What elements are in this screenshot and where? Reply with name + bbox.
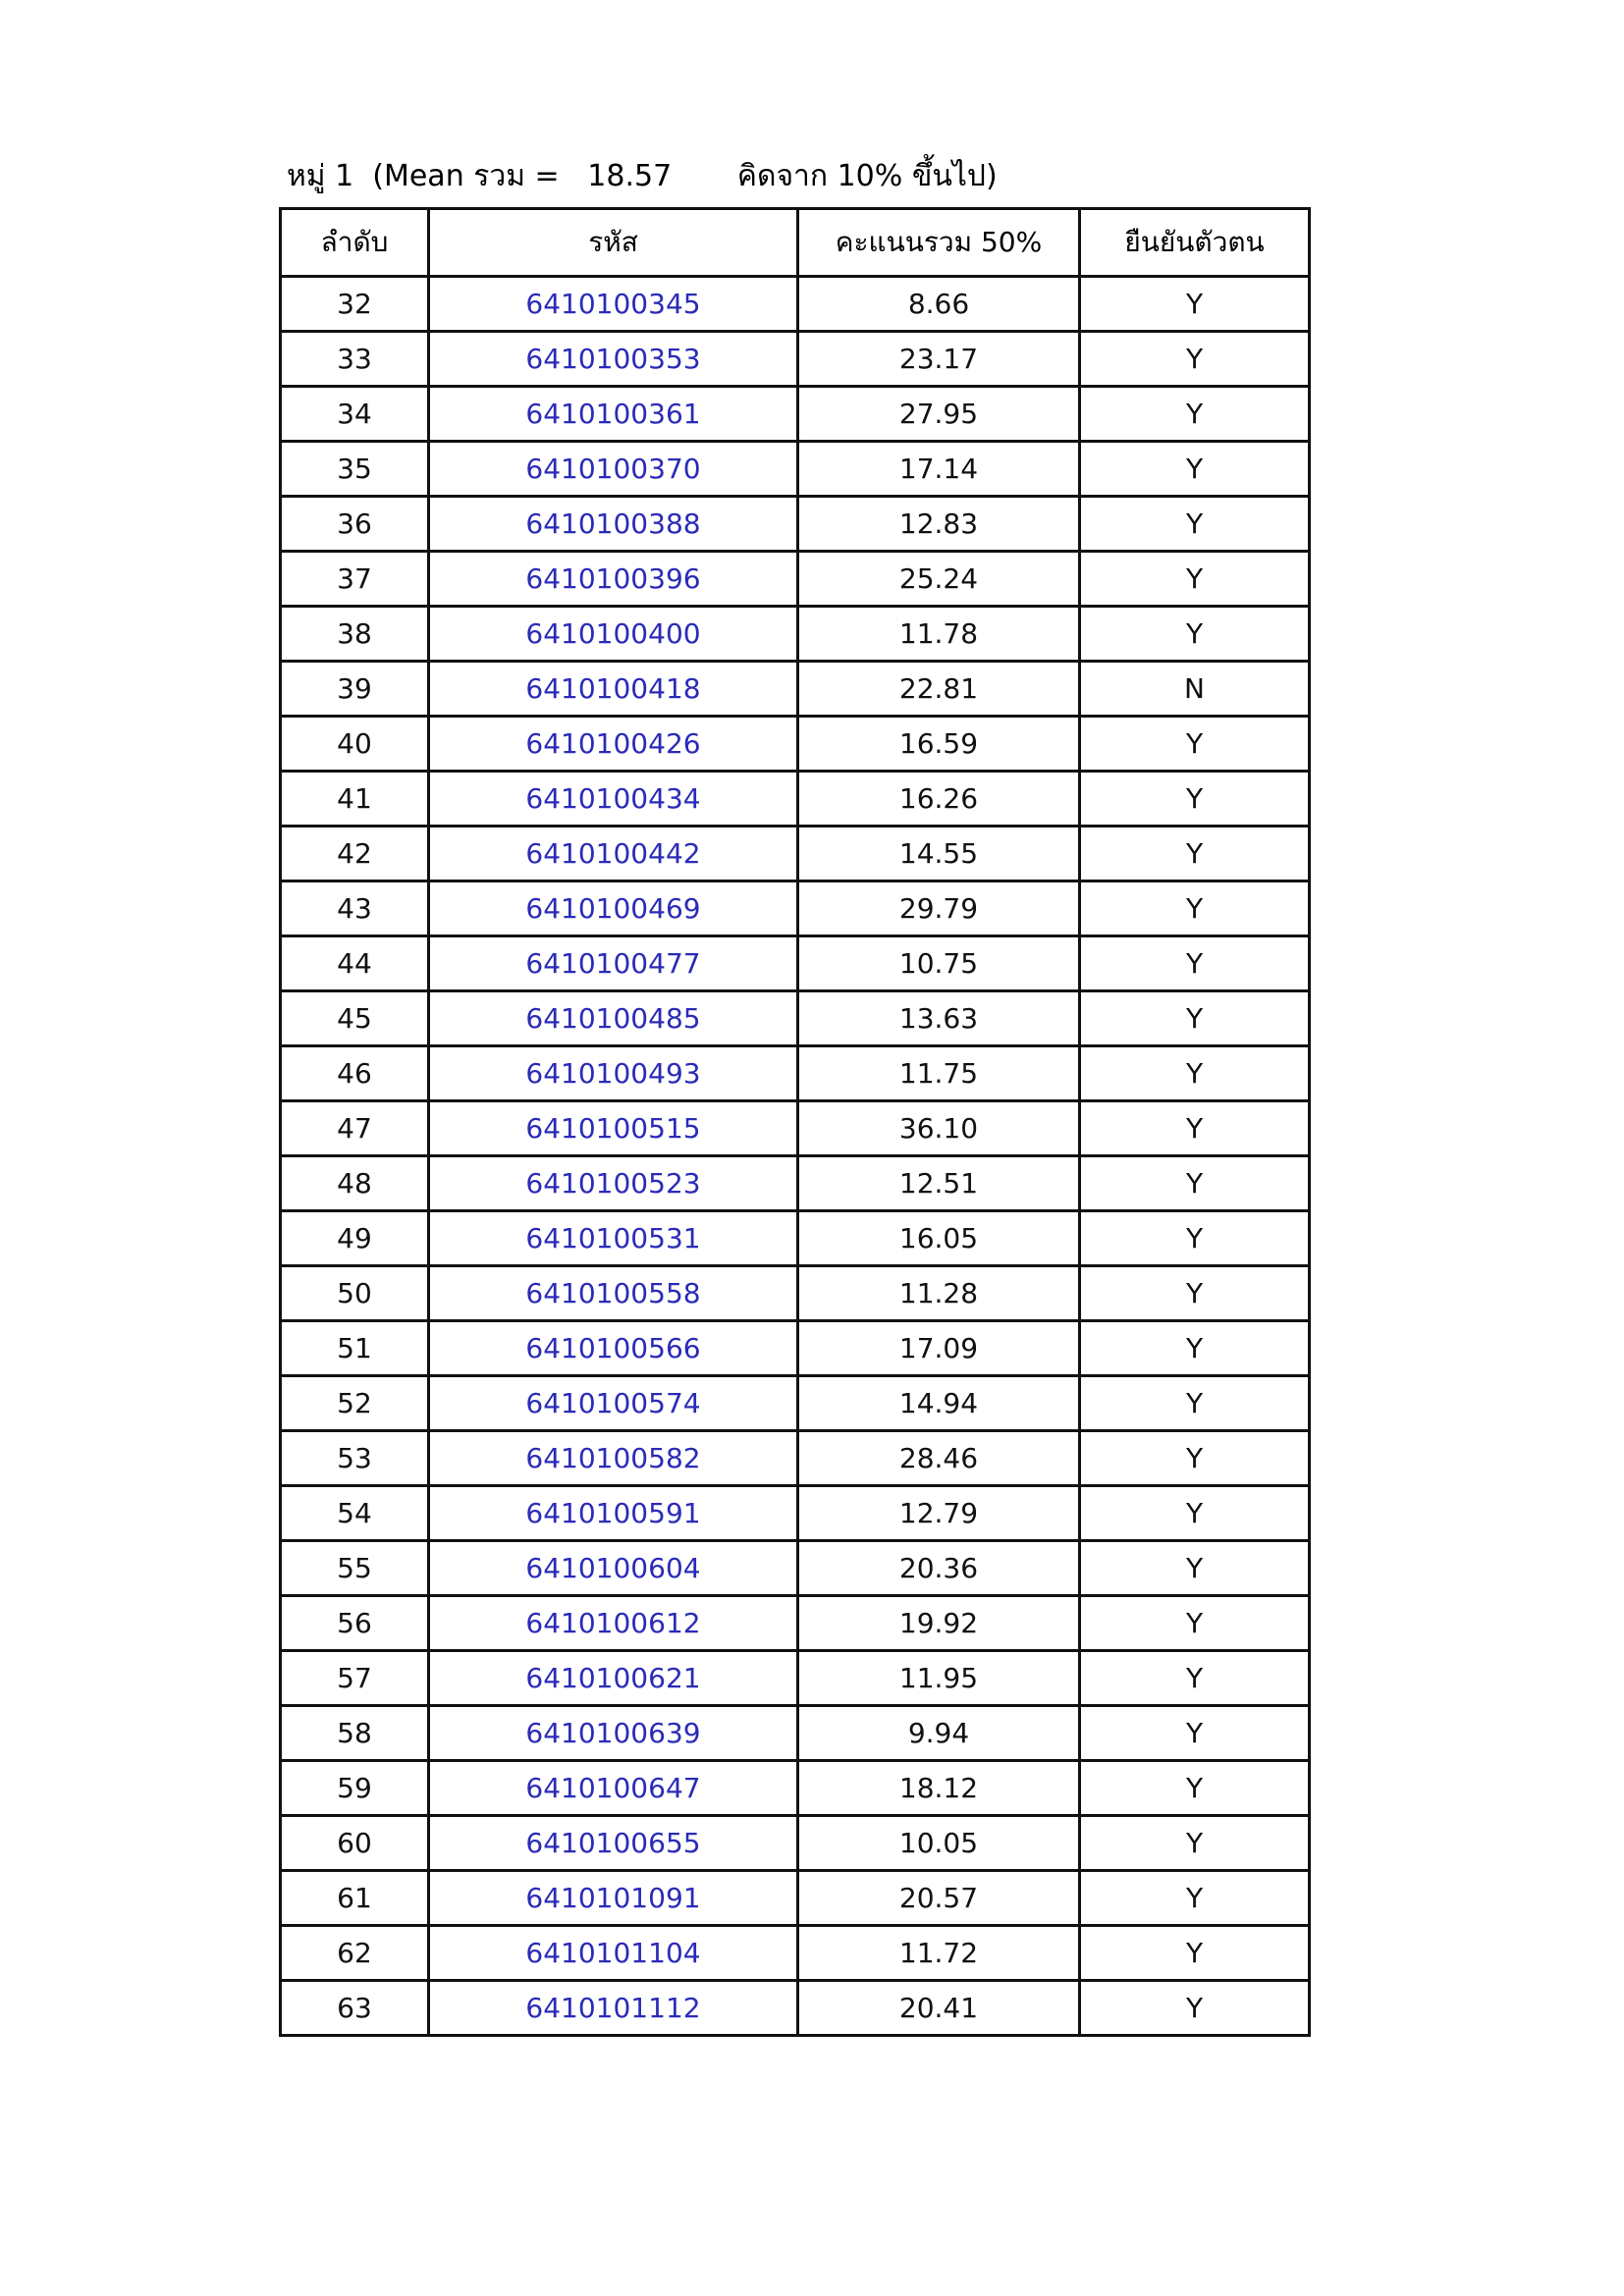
table-body [281,277,1310,2036]
student-id-cell: 6410100361 [429,387,798,442]
mean-note: คิดจาก 10% ขึ้นไป) [736,159,998,193]
table-row [281,881,1310,936]
student-id-cell: 6410100591 [429,1486,798,1541]
student-id-cell: 6410100418 [429,662,798,717]
confirm-cell: Y [1080,772,1310,827]
table-row [281,1706,1310,1761]
student-id-cell: 6410100574 [429,1376,798,1431]
score-cell: 16.05 [798,1211,1080,1266]
score-cell: 29.79 [798,881,1080,936]
student-id-cell: 6410100396 [429,552,798,607]
order-cell: 32 [281,277,429,332]
score-cell: 10.05 [798,1816,1080,1871]
student-id-cell: 6410100604 [429,1541,798,1596]
score-cell: 25.24 [798,552,1080,607]
student-id-cell: 6410100639 [429,1706,798,1761]
table-row [281,1101,1310,1156]
confirm-cell: Y [1080,717,1310,772]
table-row [281,991,1310,1046]
student-id-cell: 6410100515 [429,1101,798,1156]
confirm-cell: Y [1080,1376,1310,1431]
table-row [281,1266,1310,1321]
student-id-cell: 6410100647 [429,1761,798,1816]
score-cell: 11.95 [798,1651,1080,1706]
score-cell: 9.94 [798,1706,1080,1761]
column-header-identity-confirmed: ยืนยันตัวตน [1080,209,1310,277]
order-cell: 36 [281,497,429,552]
score-cell: 17.14 [798,442,1080,497]
student-id-cell: 6410100566 [429,1321,798,1376]
order-cell: 41 [281,772,429,827]
confirm-cell: Y [1080,1926,1310,1981]
student-id-cell: 6410100353 [429,332,798,387]
score-cell: 8.66 [798,277,1080,332]
table-row [281,332,1310,387]
order-cell: 59 [281,1761,429,1816]
score-cell: 11.72 [798,1926,1080,1981]
student-id-cell: 6410101091 [429,1871,798,1926]
order-cell: 53 [281,1431,429,1486]
confirm-cell: Y [1080,1651,1310,1706]
table-row [281,717,1310,772]
score-cell: 14.55 [798,827,1080,881]
confirm-cell: Y [1080,936,1310,991]
student-id-cell: 6410100485 [429,991,798,1046]
confirm-cell: Y [1080,1596,1310,1651]
order-cell: 56 [281,1596,429,1651]
order-cell: 46 [281,1046,429,1101]
score-cell: 17.09 [798,1321,1080,1376]
order-cell: 45 [281,991,429,1046]
confirm-cell: Y [1080,1431,1310,1486]
confirm-cell: Y [1080,1101,1310,1156]
score-cell: 20.41 [798,1981,1080,2036]
order-cell: 47 [281,1101,429,1156]
table-row [281,552,1310,607]
table-row [281,1761,1310,1816]
order-cell: 43 [281,881,429,936]
confirm-cell: Y [1080,1871,1310,1926]
order-cell: 62 [281,1926,429,1981]
order-cell: 57 [281,1651,429,1706]
score-cell: 36.10 [798,1101,1080,1156]
mean-value: 18.57 [587,159,673,193]
order-cell: 33 [281,332,429,387]
table-row [281,827,1310,881]
student-id-cell: 6410100426 [429,717,798,772]
table-header-row [281,209,1310,277]
score-cell: 10.75 [798,936,1080,991]
table-row [281,1926,1310,1981]
table-row [281,1321,1310,1376]
order-cell: 55 [281,1541,429,1596]
confirm-cell: Y [1080,442,1310,497]
score-cell: 20.57 [798,1871,1080,1926]
score-cell: 14.94 [798,1376,1080,1431]
table-row [281,1376,1310,1431]
confirm-cell: Y [1080,1981,1310,2036]
confirm-cell: Y [1080,1266,1310,1321]
mean-label: (Mean รวม = [372,159,560,193]
order-cell: 39 [281,662,429,717]
score-cell: 22.81 [798,662,1080,717]
confirm-cell: Y [1080,1541,1310,1596]
confirm-cell: Y [1080,1486,1310,1541]
order-cell: 38 [281,607,429,662]
table-row [281,1156,1310,1211]
student-id-cell: 6410100477 [429,936,798,991]
score-cell: 11.75 [798,1046,1080,1101]
score-cell: 27.95 [798,387,1080,442]
student-id-cell: 6410100523 [429,1156,798,1211]
student-id-cell: 6410100612 [429,1596,798,1651]
table-row [281,1651,1310,1706]
table-row [281,1431,1310,1486]
confirm-cell: Y [1080,552,1310,607]
order-cell: 63 [281,1981,429,2036]
table-row [281,662,1310,717]
order-cell: 49 [281,1211,429,1266]
confirm-cell: Y [1080,607,1310,662]
column-header-order: ลำดับ [281,209,429,277]
table-row [281,936,1310,991]
order-cell: 35 [281,442,429,497]
confirm-cell: N [1080,662,1310,717]
confirm-cell: Y [1080,827,1310,881]
student-id-cell: 6410100469 [429,881,798,936]
table-row [281,607,1310,662]
order-cell: 54 [281,1486,429,1541]
student-id-cell: 6410100558 [429,1266,798,1321]
score-cell: 13.63 [798,991,1080,1046]
table-row [281,1981,1310,2036]
order-cell: 50 [281,1266,429,1321]
order-cell: 58 [281,1706,429,1761]
score-cell: 16.26 [798,772,1080,827]
table-row [281,1486,1310,1541]
student-id-cell: 6410100388 [429,497,798,552]
table-row [281,1871,1310,1926]
score-cell: 18.12 [798,1761,1080,1816]
confirm-cell: Y [1080,1761,1310,1816]
student-id-cell: 6410100531 [429,1211,798,1266]
score-cell: 11.78 [798,607,1080,662]
student-id-cell: 6410100621 [429,1651,798,1706]
group-label: หมู่ 1 [287,159,354,193]
student-id-cell: 6410100442 [429,827,798,881]
student-id-cell: 6410100434 [429,772,798,827]
score-cell: 23.17 [798,332,1080,387]
table-row [281,277,1310,332]
student-id-cell: 6410100582 [429,1431,798,1486]
page-title [287,155,998,198]
table-row [281,1211,1310,1266]
table-row [281,442,1310,497]
order-cell: 37 [281,552,429,607]
student-id-cell: 6410101104 [429,1926,798,1981]
confirm-cell: Y [1080,881,1310,936]
order-cell: 34 [281,387,429,442]
confirm-cell: Y [1080,277,1310,332]
order-cell: 40 [281,717,429,772]
order-cell: 42 [281,827,429,881]
table-row [281,1541,1310,1596]
student-id-cell: 6410100655 [429,1816,798,1871]
order-cell: 60 [281,1816,429,1871]
score-cell: 12.51 [798,1156,1080,1211]
confirm-cell: Y [1080,1816,1310,1871]
confirm-cell: Y [1080,1046,1310,1101]
confirm-cell: Y [1080,1321,1310,1376]
student-id-cell: 6410101112 [429,1981,798,2036]
student-id-cell: 6410100370 [429,442,798,497]
column-header-total-score: คะแนนรวม 50% [798,209,1080,277]
score-cell: 12.79 [798,1486,1080,1541]
confirm-cell: Y [1080,332,1310,387]
confirm-cell: Y [1080,1156,1310,1211]
score-cell: 20.36 [798,1541,1080,1596]
score-cell: 11.28 [798,1266,1080,1321]
score-cell: 16.59 [798,717,1080,772]
confirm-cell: Y [1080,387,1310,442]
table-row [281,497,1310,552]
confirm-cell: Y [1080,991,1310,1046]
student-id-cell: 6410100493 [429,1046,798,1101]
column-header-student-id: รหัส [429,209,798,277]
student-id-cell: 6410100400 [429,607,798,662]
table-row [281,387,1310,442]
score-table [279,207,1311,2037]
student-id-cell: 6410100345 [429,277,798,332]
confirm-cell: Y [1080,497,1310,552]
score-cell: 28.46 [798,1431,1080,1486]
confirm-cell: Y [1080,1706,1310,1761]
order-cell: 48 [281,1156,429,1211]
order-cell: 44 [281,936,429,991]
table-row [281,1046,1310,1101]
order-cell: 52 [281,1376,429,1431]
table-row [281,1596,1310,1651]
order-cell: 51 [281,1321,429,1376]
score-cell: 12.83 [798,497,1080,552]
order-cell: 61 [281,1871,429,1926]
confirm-cell: Y [1080,1211,1310,1266]
table-row [281,772,1310,827]
score-cell: 19.92 [798,1596,1080,1651]
table-row [281,1816,1310,1871]
